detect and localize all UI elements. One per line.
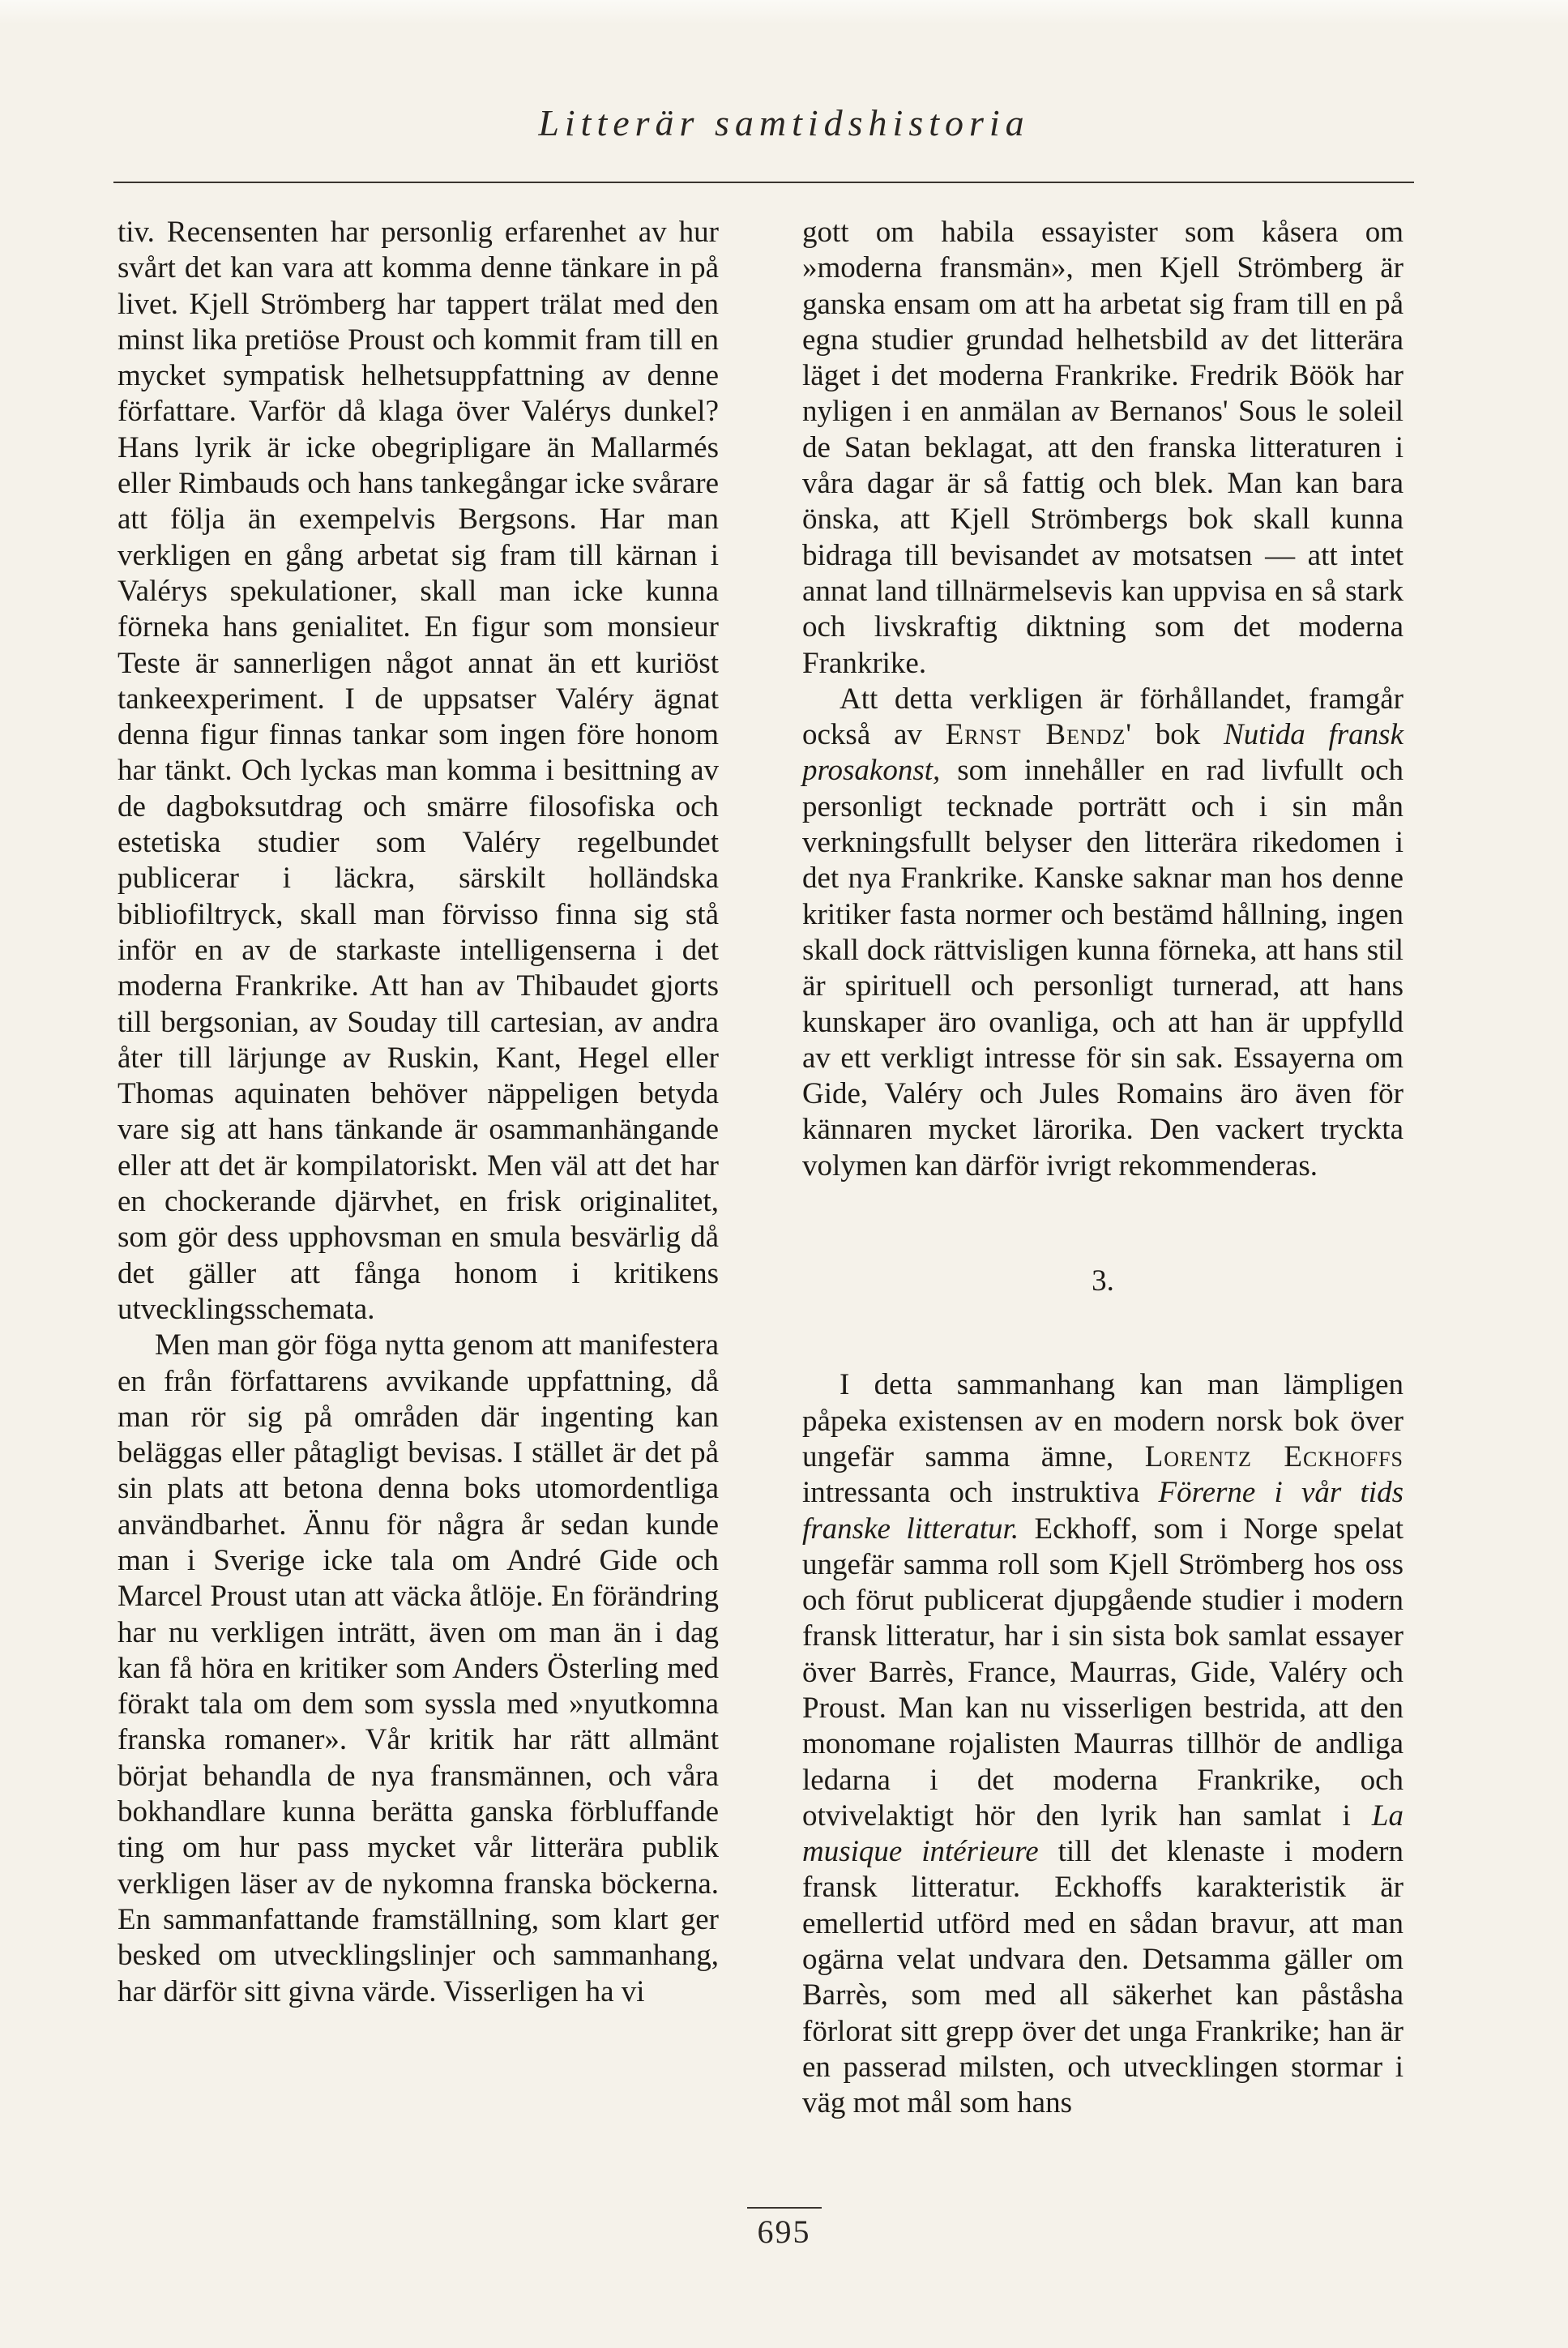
running-title: Litterär samtidshistoria [538,102,1030,143]
right-paragraph-1: gott om habila essayister som kåsera om »moderna fransmän», men Kjell Strömberg är ganska ensam om att ha arbetat sig fram till en på egna studier grundad helhetsbild av det litterära läget i det moderna Frankrike. Fredrik Böök har nyligen i en anmälan av Bernanos' Sous le soleil de Satan beklagat, att den franska litteraturen i våra dagar är så fattig och blek. Man kan bara önska, att Kjell Strömbergs bok skall kunna bidraga till bevisandet av motsatsen — att intet annat land tillnärmelsevis kan uppvisa en så stark och livskraftig diktning som det moderna Frankrike. [802,216,1404,680]
p3-text-c: Eckhoff, som i Norge spelat ungefär samma roll som Kjell Strömberg hos oss och förut publicerat djupgående studier i modern fransk litteratur, har i sin sista bok samlat essayer över Barrès, France, Maurras, Gide, Valéry och Proust. Man kan nu visserligen bestrida, att den monomane rojalisten Maurras tillhör de andliga ledarna i det moderna Frankrike, och otvivelaktigt hör den lyrik han samlat i [802,1512,1404,1833]
right-column [802,215,1404,2122]
left-paragraph-2: Men man gör föga nytta genom att manifestera en från författarens avvikande uppfattning, då man rör sig på områden där ingenting kan beläggas eller påtagligt bevisas. I stället är det på sin plats att betona denna boks utomordentliga användbarhet. Ännu för några år sedan kunde man i Sverige icke tala om André Gide och Marcel Proust utan att väcka åtlöje. En förändring har nu verkligen inträtt, även om man än i dag kan få höra en kritiker som Anders Österling med förakt tala om dem som syssla med »nyutkomna franska romaner». Vår kritik har rätt allmänt börjat behandla de nya fransmännen, och våra bokhandlare kunna berätta ganska förbluffande ting om hur pass mycket vår litterära publik verkligen läser av de nykomna franska böckerna. En sammanfattande framställning, som klart ger besked om utvecklingslinjer och sammanhang, har därför sitt givna värde. Visserligen ha vi [117,1328,719,2008]
author-ernst-bendz: Ernst Bendz' [945,718,1133,752]
page-number: 695 [757,2213,811,2250]
right-paragraph-3 [802,1367,1404,2121]
p2-text-c: som innehåller en rad livfullt och personligt tecknade porträtt och i sin mån verkningsfullt belyser den litterära rikedomen i det nya Frankrike. Kanske saknar man hos denne kritiker fasta normer och bestämd hållning, ingen skall dock rättvisligen kunna förneka, att hans stil är spirituell och personligt turnerad, att hans kunskaper äro ovanliga, och att han är uppfylld av ett verkligt intresse för sin sak. Essayerna om Gide, Valéry och Jules Romains äro även för kännaren mycket lärorika. Den vackert tryckta volymen kan därför ivrigt rekommenderas. [802,754,1404,1183]
book-title-forerne: Förerne i vår tids franske litteratur. [802,1476,1404,1546]
scan-edge [0,0,1568,24]
p3-text-d: till det klenaste i modern fransk litteratur. Eckhoffs karakteristik är emellertid utförd med en sådan bravur, att man ogärna velat undvara den. Detsamma gäller om Barrès, som med all säkerhet kan påståsha förlorat sitt grepp över det unga Frankrike; han är en passerad milsten, och utvecklingen stormar i väg mot mål som hans [802,1835,1404,2120]
p3-text-a: I detta sammanhang kan man lämpligen påpeka existensen av en modern norsk bok över ungefär samma ämne, [802,1368,1404,1473]
left-paragraph-1: tiv. Recensenten har personlig erfarenhet av hur svårt det kan vara att komma denne tänkare in på livet. Kjell Strömberg har tappert trälat med den minst lika pretiöse Proust och kommit fram till en mycket sympatisk helhetsuppfattning av denne författare. Varför då klaga över Valérys dunkel? Hans lyrik är icke obegripligare än Mallarmés eller Rimbauds och hans tankegångar icke svårare att följa än exempelvis Bergsons. Har man verkligen en gång arbetat sig fram till kärnan i Valérys spekulationer, skall man icke kunna förneka hans genialitet. En figur som monsieur Teste är sannerligen något annat än ett kuriöst tankeexperiment. I de uppsatser Valéry ägnat denna figur finnas tankar som ingen före honom har tänkt. Och lyckas man komma i besittning av de dagboksutdrag och smärre filosofiska och estetiska studier som Valéry regelbundet publicerar i läckra, särskilt holländska bibliofiltryck, skall man förvisso finna sig stå inför en av de starkaste intelligenserna i det moderna Frankrike. Att han av Thibaudet gjorts till bergsonian, av Souday till cartesian, av andra åter till lärjunge av Ruskin, Kant, Hegel eller Thomas aquinaten behöver näppeligen betyda vare sig att hans tänkande är osammanhängande eller att det är kompilatoriskt. Men väl att det har en chockerande djärvhet, en frisk originalitet, som gör dess upphovsman en smula besvärlig då det gäller att fånga honom i kritikens utvecklingsschemata. [117,216,719,1326]
header-rule [113,182,1414,183]
folio-rule [747,2207,822,2209]
p3-text-b: intressanta och instruktiva [802,1476,1159,1510]
book-title-la-musique: La musique intérieure [802,1798,1404,1869]
right-paragraph-2 [802,682,1404,1184]
author-lorentz-eckhoff: Lorentz Eckhoffs [1144,1439,1404,1473]
p2-text-b: bok [1132,718,1224,752]
p2-text-a: Att detta verkligen är förhållandet, framgår också av [802,682,1404,752]
section-number: 3. [1092,1264,1114,1298]
left-column [117,215,719,2010]
book-title-nutida: Nutida fransk prosakonst, [802,718,1404,788]
